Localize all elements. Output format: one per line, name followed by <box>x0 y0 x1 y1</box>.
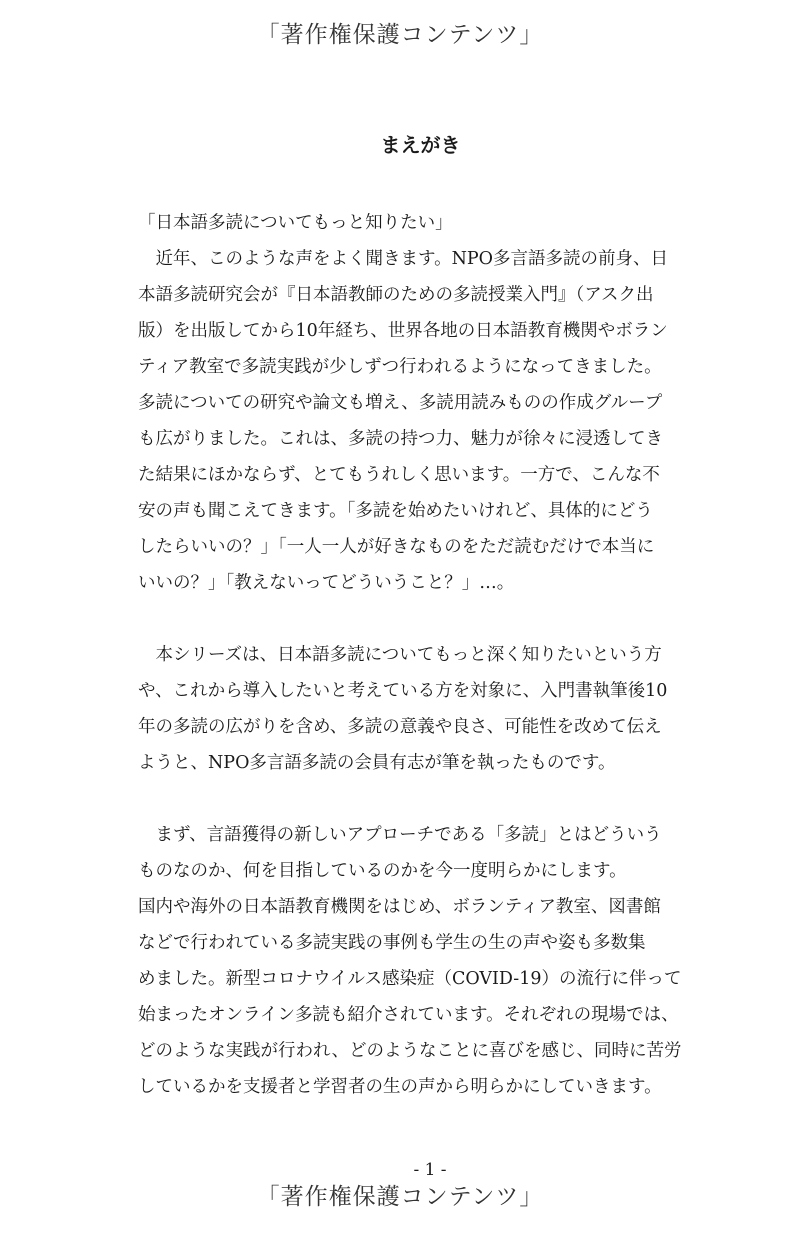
text-line: た結果にほかならず、とてもうれしく思います。一方で、こんな不 <box>138 465 660 485</box>
paragraph-gap <box>138 781 723 817</box>
paragraph-1 <box>138 205 723 601</box>
text-line: しているかを支援者と学習者の生の声から明らかにしていきます。 <box>138 1077 662 1097</box>
page-number: - 1 - <box>413 1160 447 1180</box>
paragraph-3 <box>138 817 723 1105</box>
text-line: 多読についての研究や論文も増え、多読用読みものの作成グループ <box>138 393 663 413</box>
text-line: 始まったオンライン多読も紹介されています。それぞれの現場では、 <box>138 1005 679 1025</box>
watermark-top: 「著作権保護コンテンツ」 <box>256 22 544 48</box>
text-line: 国内や海外の日本語教育機関をはじめ、ボランティア教室、図書館 <box>138 897 661 917</box>
text-line: 「日本語多読についてもっと知りたい」 <box>138 213 453 233</box>
text-line: 近年、このような声をよく聞きます。NPO多言語多読の前身、日 <box>138 249 669 269</box>
page-title <box>138 130 723 160</box>
paragraph-2 <box>138 637 723 781</box>
watermark-bottom: 「著作権保護コンテンツ」 <box>256 1184 544 1210</box>
text-line: まず、言語獲得の新しいアプローチである「多読」とはどういう <box>138 825 662 845</box>
text-line: 年の多読の広がりを含め、多読の意義や良さ、可能性を改めて伝え <box>138 717 662 737</box>
text-line: などで行われている多読実践の事例も学生の生の声や姿も多数集 <box>138 933 646 953</box>
text-line: ようと、NPO多言語多読の会員有志が筆を執ったものです。 <box>138 753 616 773</box>
paragraph-gap <box>138 601 723 637</box>
text-line: 安の声も聞こえてきます。「多読を始めたいけれど、具体的にどう <box>138 501 653 521</box>
text-line: ものなのか、何を目指しているのかを今一度明らかにします。 <box>138 861 627 881</box>
text-line: も広がりました。これは、多読の持つ力、魅力が徐々に浸透してき <box>138 429 663 449</box>
page-title-text: まえがき <box>380 133 461 157</box>
text-line: 本シリーズは、日本語多読についてもっと深く知りたいという方 <box>138 645 662 665</box>
text-line: したらいいの？」「一人一人が好きなものをただ読むだけで本当に <box>138 537 655 557</box>
text-line: や、これから導入したいと考えている方を対象に、入門書執筆後10 <box>138 681 668 701</box>
text-line: 版）を出版してから10年経ち、世界各地の日本語教育機関やボラン <box>138 321 668 341</box>
text-line: めました。新型コロナウイルス感染症（COVID-19）の流行に伴って <box>138 969 682 989</box>
body-text <box>138 205 723 1105</box>
text-line: どのような実践が行われ、どのようなことに喜びを感じ、同時に苦労 <box>138 1041 682 1061</box>
text-line: ティア教室で多読実践が少しずつ行われるようになってきました。 <box>138 357 662 377</box>
text-line: いいの？」「教えないってどういうこと？」…。 <box>138 573 515 593</box>
text-line: 本語多読研究会が『日本語教師のための多読授業入門』（アスク出 <box>138 285 654 305</box>
